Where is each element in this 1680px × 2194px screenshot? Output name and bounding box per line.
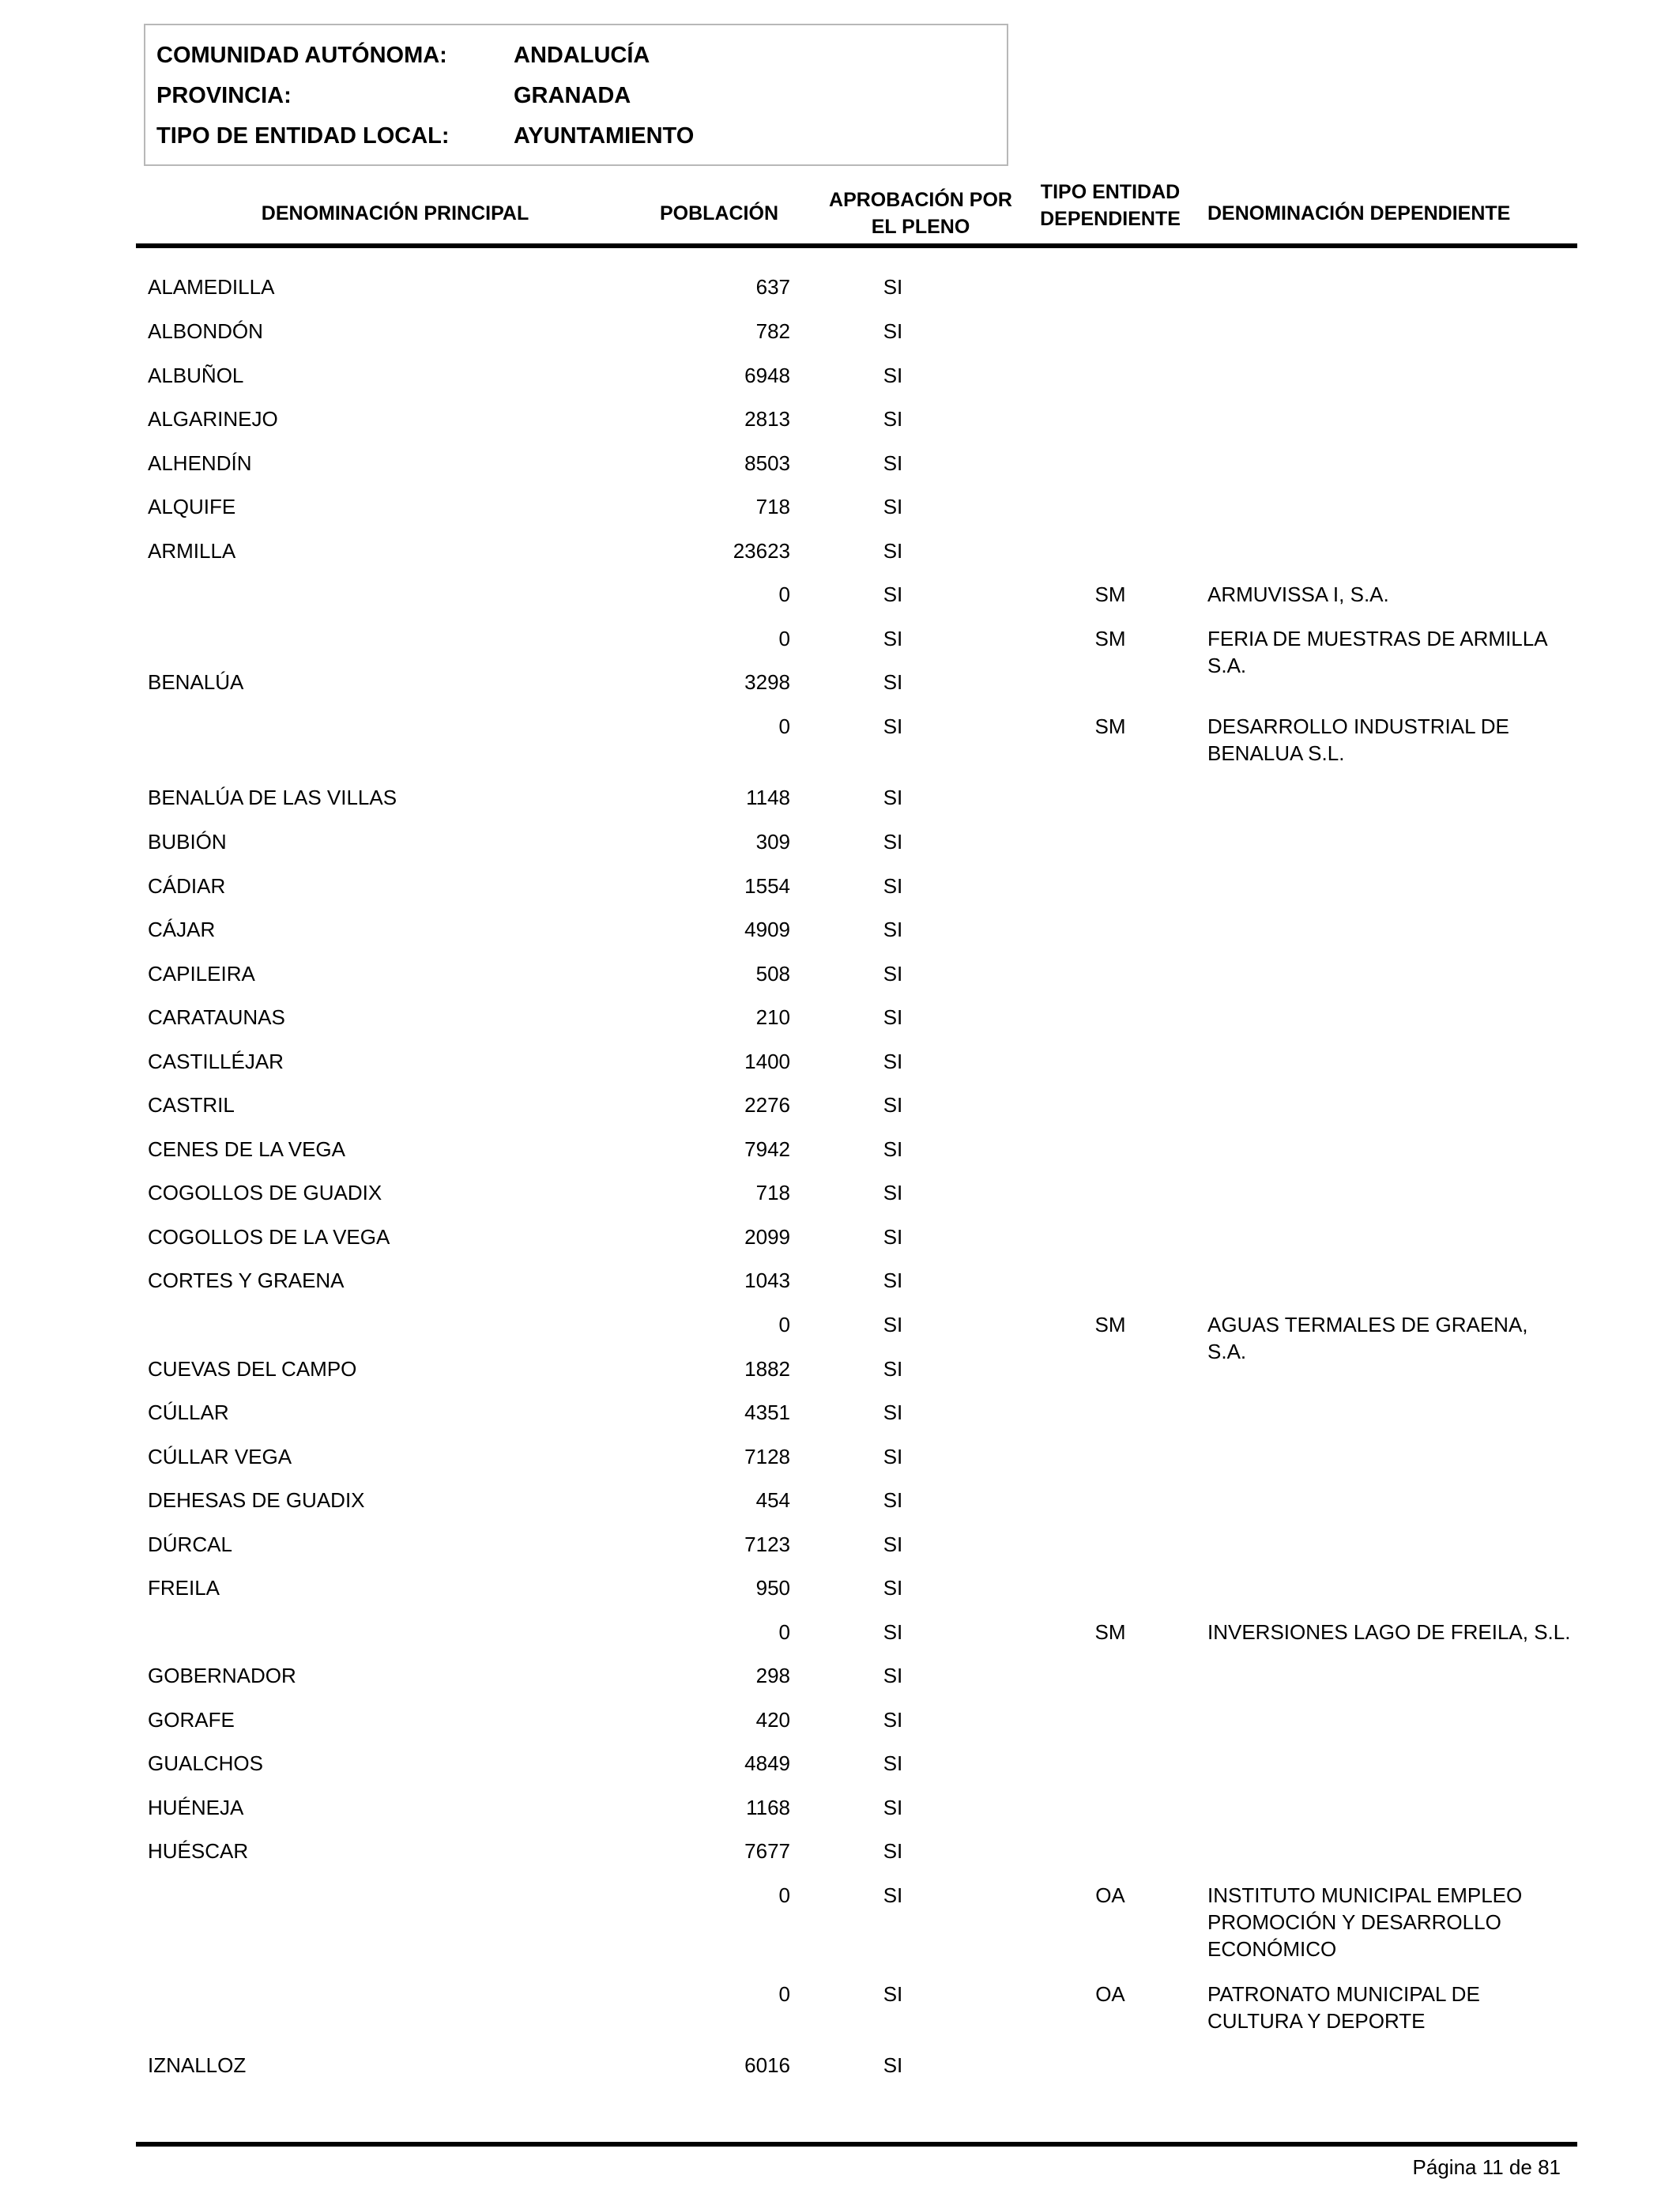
cell-poblacion: 7677 <box>744 1839 790 1863</box>
cell-poblacion: 1148 <box>746 786 790 809</box>
cell-tipo-entidad: OA <box>1095 1982 1125 2006</box>
column-header-poblacion: POBLACIÓN <box>660 202 778 224</box>
cell-poblacion: 2276 <box>744 1093 790 1117</box>
cell-denominacion-principal: CUEVAS DEL CAMPO <box>148 1357 357 1381</box>
cell-denominacion-principal: GOBERNADOR <box>148 1664 296 1687</box>
cell-denominacion-principal: CÁJAR <box>148 918 216 941</box>
cell-denominacion-principal: CENES DE LA VEGA <box>148 1137 345 1161</box>
cell-tipo-entidad: SM <box>1094 1313 1126 1336</box>
cell-denominacion-principal: CÚLLAR <box>148 1400 229 1424</box>
cell-aprobacion: SI <box>883 1751 903 1775</box>
cell-poblacion: 7123 <box>744 1532 790 1556</box>
cell-aprobacion: SI <box>883 1137 903 1161</box>
cell-aprobacion: SI <box>883 1839 903 1863</box>
cell-poblacion: 2813 <box>744 407 790 431</box>
cell-aprobacion: SI <box>883 582 903 606</box>
cell-poblacion: 1043 <box>744 1269 790 1292</box>
cell-denominacion-principal: DEHESAS DE GUADIX <box>148 1488 365 1512</box>
cell-aprobacion: SI <box>883 2053 903 2077</box>
cell-aprobacion: SI <box>883 407 903 431</box>
cell-poblacion: 7128 <box>744 1445 790 1468</box>
cell-poblacion: 1554 <box>744 874 790 898</box>
cell-poblacion: 6016 <box>744 2053 790 2077</box>
cell-aprobacion: SI <box>883 1093 903 1117</box>
cell-poblacion: 0 <box>778 1620 790 1644</box>
cell-poblacion: 0 <box>778 714 790 738</box>
cell-poblacion: 508 <box>755 962 790 986</box>
cell-poblacion: 637 <box>755 275 790 299</box>
cell-denominacion-principal: ALQUIFE <box>148 495 236 518</box>
cell-denominacion-principal: HUÉNEJA <box>148 1796 244 1819</box>
cell-aprobacion: SI <box>883 1225 903 1249</box>
cell-denominacion-principal: BUBIÓN <box>148 830 227 854</box>
cell-poblacion: 1400 <box>744 1050 790 1073</box>
cell-denominacion-principal: GUALCHOS <box>148 1751 263 1775</box>
cell-aprobacion: SI <box>883 874 903 898</box>
cell-denominacion-principal: COGOLLOS DE LA VEGA <box>148 1225 390 1249</box>
cell-tipo-entidad: SM <box>1094 627 1126 650</box>
cell-tipo-entidad: SM <box>1094 714 1126 738</box>
cell-aprobacion: SI <box>883 830 903 854</box>
cell-poblacion: 4849 <box>744 1751 790 1775</box>
column-header-tipo-entidad: TIPO ENTIDAD DEPENDIENTE <box>1040 181 1181 230</box>
cell-aprobacion: SI <box>883 1620 903 1644</box>
cell-aprobacion: SI <box>883 1181 903 1204</box>
column-header-aprobacion-pleno: APROBACIÓN POR EL PLENO <box>829 189 1012 238</box>
comunidad-value: ANDALUCÍA <box>514 43 650 68</box>
cell-aprobacion: SI <box>883 1400 903 1424</box>
cell-denominacion-principal: DÚRCAL <box>148 1532 232 1556</box>
cell-denominacion-dependiente: ARMUVISSA I, S.A. <box>1207 582 1389 606</box>
cell-poblacion: 23623 <box>733 539 790 563</box>
cell-poblacion: 4909 <box>744 918 790 941</box>
cell-aprobacion: SI <box>883 1664 903 1687</box>
cell-denominacion-principal: BENALÚA <box>148 670 244 694</box>
cell-denominacion-principal: CASTRIL <box>148 1093 235 1117</box>
cell-aprobacion: SI <box>883 539 903 563</box>
cell-poblacion: 8503 <box>744 451 790 475</box>
column-header-denominacion-dependiente: DENOMINACIÓN DEPENDIENTE <box>1207 202 1511 224</box>
cell-aprobacion: SI <box>883 1488 903 1512</box>
cell-denominacion-dependiente: FERIA DE MUESTRAS DE ARMILLA S.A. <box>1207 627 1547 677</box>
cell-aprobacion: SI <box>883 1708 903 1732</box>
cell-denominacion-principal: ALBONDÓN <box>148 319 263 343</box>
cell-aprobacion: SI <box>883 1313 903 1336</box>
cell-poblacion: 210 <box>755 1005 790 1029</box>
cell-poblacion: 298 <box>755 1664 790 1687</box>
cell-aprobacion: SI <box>883 1883 903 1907</box>
column-header-denominacion-principal: DENOMINACIÓN PRINCIPAL <box>261 202 529 224</box>
cell-denominacion-principal: ALBUÑOL <box>148 364 244 387</box>
cell-aprobacion: SI <box>883 364 903 387</box>
cell-poblacion: 0 <box>778 1982 790 2006</box>
cell-denominacion-principal: CÚLLAR VEGA <box>148 1445 292 1468</box>
cell-aprobacion: SI <box>883 275 903 299</box>
cell-denominacion-principal: ALHENDÍN <box>148 451 252 475</box>
cell-denominacion-dependiente: INSTITUTO MUNICIPAL EMPLEO PROMOCIÓN Y DESARROLLO ECONÓMICO <box>1207 1883 1523 1961</box>
cell-poblacion: 454 <box>755 1488 790 1512</box>
cell-denominacion-principal: GORAFE <box>148 1708 235 1732</box>
cell-aprobacion: SI <box>883 1982 903 2006</box>
cell-denominacion-principal: ALGARINEJO <box>148 407 278 431</box>
cell-aprobacion: SI <box>883 962 903 986</box>
cell-aprobacion: SI <box>883 319 903 343</box>
cell-poblacion: 1168 <box>746 1796 790 1819</box>
cell-poblacion: 0 <box>778 1883 790 1907</box>
cell-poblacion: 7942 <box>744 1137 790 1161</box>
cell-aprobacion: SI <box>883 1796 903 1819</box>
cell-poblacion: 3298 <box>744 670 790 694</box>
tipo-entidad-value: AYUNTAMIENTO <box>514 123 695 149</box>
cell-denominacion-principal: CAPILEIRA <box>148 962 255 986</box>
cell-denominacion-principal: COGOLLOS DE GUADIX <box>148 1181 382 1204</box>
provincia-value: GRANADA <box>514 83 631 108</box>
cell-denominacion-principal: BENALÚA DE LAS VILLAS <box>148 786 397 809</box>
cell-denominacion-dependiente: AGUAS TERMALES DE GRAENA, S.A. <box>1207 1313 1528 1363</box>
cell-aprobacion: SI <box>883 670 903 694</box>
cell-aprobacion: SI <box>883 1532 903 1556</box>
cell-poblacion: 2099 <box>744 1225 790 1249</box>
cell-poblacion: 950 <box>755 1576 790 1600</box>
cell-denominacion-dependiente: DESARROLLO INDUSTRIAL DE BENALUA S.L. <box>1207 714 1509 765</box>
cell-poblacion: 1882 <box>744 1357 790 1381</box>
cell-denominacion-principal: FREILA <box>148 1576 220 1600</box>
cell-poblacion: 718 <box>755 1181 790 1204</box>
cell-aprobacion: SI <box>883 1269 903 1292</box>
cell-aprobacion: SI <box>883 627 903 650</box>
cell-aprobacion: SI <box>883 1357 903 1381</box>
cell-aprobacion: SI <box>883 1050 903 1073</box>
cell-aprobacion: SI <box>883 918 903 941</box>
cell-denominacion-principal: ALAMEDILLA <box>148 275 275 299</box>
cell-poblacion: 0 <box>778 627 790 650</box>
cell-denominacion-principal: CASTILLÉJAR <box>148 1050 284 1073</box>
cell-poblacion: 309 <box>755 830 790 854</box>
cell-aprobacion: SI <box>883 1445 903 1468</box>
cell-denominacion-dependiente: INVERSIONES LAGO DE FREILA, S.L. <box>1207 1620 1571 1644</box>
cell-denominacion-principal: IZNALLOZ <box>148 2053 247 2077</box>
provincia-label: PROVINCIA: <box>156 83 292 108</box>
cell-poblacion: 0 <box>778 582 790 606</box>
cell-poblacion: 782 <box>755 319 790 343</box>
cell-tipo-entidad: OA <box>1095 1883 1125 1907</box>
tipo-entidad-label: TIPO DE ENTIDAD LOCAL: <box>156 123 450 149</box>
cell-poblacion: 718 <box>755 495 790 518</box>
cell-poblacion: 0 <box>778 1313 790 1336</box>
cell-denominacion-principal: CARATAUNAS <box>148 1005 285 1029</box>
page-number: Página 11 de 81 <box>1412 2155 1561 2179</box>
cell-denominacion-principal: CÁDIAR <box>148 874 226 898</box>
cell-tipo-entidad: SM <box>1094 582 1126 606</box>
cell-poblacion: 4351 <box>744 1400 790 1424</box>
cell-poblacion: 6948 <box>744 364 790 387</box>
footer-divider <box>136 2142 1577 2147</box>
cell-denominacion-principal: HUÉSCAR <box>148 1839 249 1863</box>
cell-tipo-entidad: SM <box>1094 1620 1126 1644</box>
comunidad-label: COMUNIDAD AUTÓNOMA: <box>156 43 447 68</box>
cell-denominacion-dependiente: PATRONATO MUNICIPAL DE CULTURA Y DEPORTE <box>1207 1982 1480 2033</box>
cell-poblacion: 420 <box>755 1708 790 1732</box>
cell-denominacion-principal: CORTES Y GRAENA <box>148 1269 345 1292</box>
cell-aprobacion: SI <box>883 714 903 738</box>
cell-aprobacion: SI <box>883 451 903 475</box>
cell-aprobacion: SI <box>883 1576 903 1600</box>
cell-aprobacion: SI <box>883 786 903 809</box>
cell-aprobacion: SI <box>883 1005 903 1029</box>
cell-aprobacion: SI <box>883 495 903 518</box>
cell-denominacion-principal: ARMILLA <box>148 539 236 563</box>
